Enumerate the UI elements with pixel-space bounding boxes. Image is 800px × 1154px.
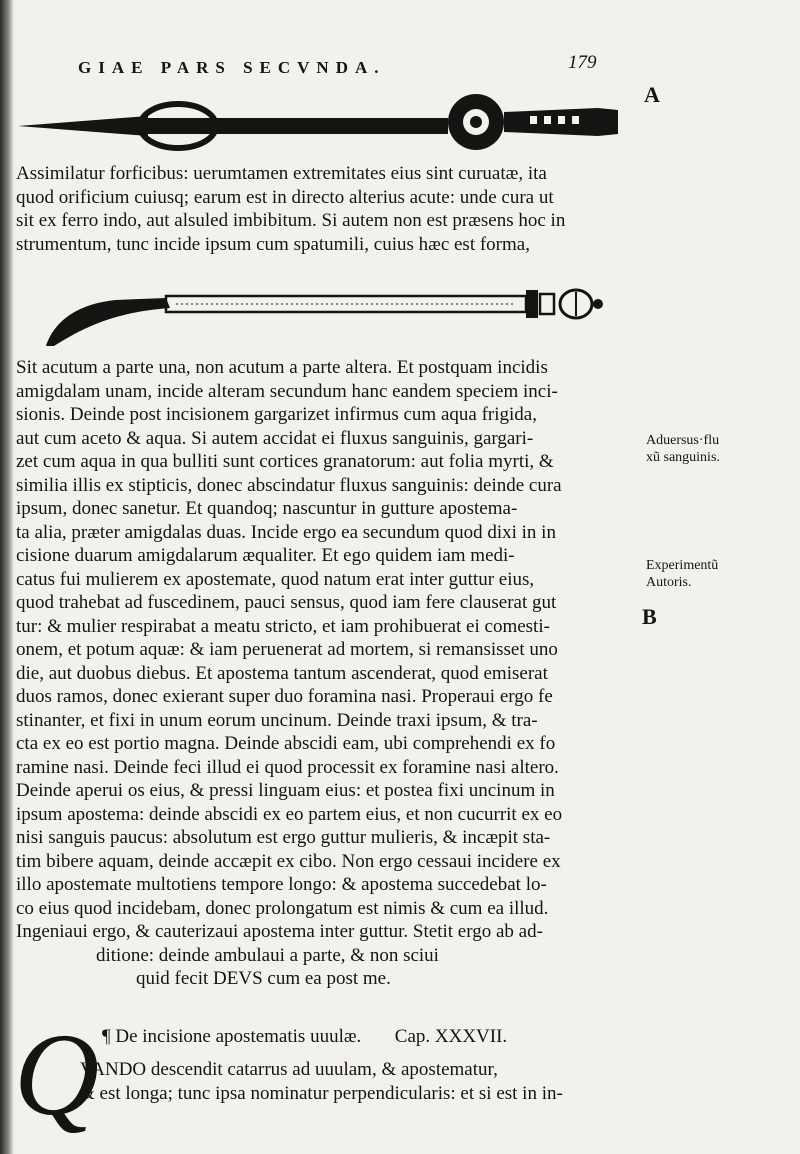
margin-note-line: Experimentũ [646,558,719,573]
text-line: aut cum aceto & aqua. Si autem accidat ei fluxus sanguinis, gargari- [16,427,534,449]
margin-marker-a: A [644,82,660,107]
page-gutter-shadow [0,0,14,1154]
text-line: amigdalam unam, incide alteram secundum hanc eandem speciem inci- [16,380,558,402]
running-header: GIAE PARS SECVNDA. [78,58,386,77]
paragraph-1 [16,162,565,256]
margin-marker-b: B [642,604,657,629]
text-line: co eius quod incidebam, donec prolongatum est nimis & cum ea illud. [16,897,549,919]
text-line: Deinde aperui os eius, & pressi linguam eius: et postea fixi uncinum in [16,780,555,801]
chapter-heading [102,1026,507,1048]
chapter-opening [80,1058,563,1105]
text-line: strumentum, tunc incide ipsum cum spatumili, cuius hæc est forma, [16,233,530,255]
text-line: cisione duarum amigdalarum æqualiter. Et ego quidem iam medi- [16,545,515,566]
text-line: sit ex ferro indo, aut alsuled imbibitum. Si autem non est præsens hoc in [16,210,566,231]
paragraph-2 [16,356,562,991]
text-line: ta alia, præter amigdalas duas. Incide ergo ea secundum quod dixi in in [16,521,556,543]
text-line: ipsum, donec sanetur. Et quandoq; nascuntur in gutture apostema- [16,498,518,519]
chapter-number: Cap. XXXVII. [394,1026,508,1047]
text-line: & est longa; tunc ipsa nominatur perpendicularis: et si est in in- [80,1082,563,1104]
text-line: ditione: deinde ambulaui a parte, & non sciui [96,944,439,966]
text-line: ramine nasi. Deinde feci illud ei quod processit ex foramine nasi altero. [16,756,559,778]
margin-note-line: xũ sanguinis. [646,450,720,465]
text-line: zet cum aqua in qua bulliti sunt cortices granatorum: aut folia myrti, & [16,451,554,472]
margin-note-experiment [646,557,781,591]
text-line: stinanter, et fixi in unum eorum uncinum. Deinde traxi ipsum, & tra- [16,709,538,731]
text-line: quid fecit DEVS cum ea post me. [136,968,391,989]
drop-cap-q: Q [14,1009,100,1140]
text-line: quod trahebat ad fuscedinem, pauci sensus, quod iam fere clauserat gut [16,592,557,613]
text-line: similia illis ex stipticis, donec abscindatur fluxus sanguinis: deinde cura [16,474,562,496]
text-line: die, aut duobus diebus. Et apostema tantum ascenderat, quod emiserat [16,662,548,684]
margin-note-line: Autoris. [646,575,692,590]
text-line: Sit acutum a parte una, non acutum a parte altera. Et postquam incidis [16,357,548,378]
chapter-title: De incisione apostematis uuulæ. [115,1026,362,1047]
text-line: nisi sanguis paucus: absolutum est ergo guttur mulieris, & incæpit sta- [16,827,551,848]
text-line: onem, et potum aquæ: & iam peruenerat ad mortem, si remansisset uno [16,639,558,660]
text-line: VANDO descendit catarrus ad uuulam, & apostematur, [80,1059,498,1080]
text-line: Assimilatur forficibus: uerumtamen extremitates eius sint curuatæ, ita [16,163,547,184]
text-line: catus fui mulierem ex apostemate, quod natum erat inter guttur eius, [16,568,535,590]
text-line: tur: & mulier respirabat a meatu stricto, et iam prohibuerat ei comesti- [16,615,550,637]
forceps-illustration [18,88,638,152]
text-line: duos ramos, donec exierant super duo foramina nasi. Properaui ergo fe [16,686,553,707]
text-line: sionis. Deinde post incisionem gargarizet infirmus cum aqua frigida, [16,404,537,425]
margin-note-bleeding [646,432,781,466]
text-line: illo apostemate multotiens tempore longo: & apostema succedebat lo- [16,874,547,895]
text-line: quod orificium cuiusq; earum est in directo alterius acute: unde cura ut [16,186,554,208]
margin-note-line: Aduersus·flu [646,433,720,448]
text-line: ipsum apostema: deinde abscidi ex eo partem eius, et non cucurrit ex eo [16,803,563,825]
text-line: cta ex eo est portio magna. Deinde abscidi eam, ubi comprehendi ex fo [16,733,556,754]
page-number: 179 [568,52,597,73]
spatumile-illustration [46,282,606,348]
text-line: Ingeniaui ergo, & cauterizaui apostema inter guttur. Stetit ergo ab ad- [16,921,543,942]
pilcrow-icon: ¶ [102,1026,111,1047]
text-line: tim bibere aquam, deinde accæpit ex cibo. Non ergo cessaui incidere ex [16,850,561,872]
